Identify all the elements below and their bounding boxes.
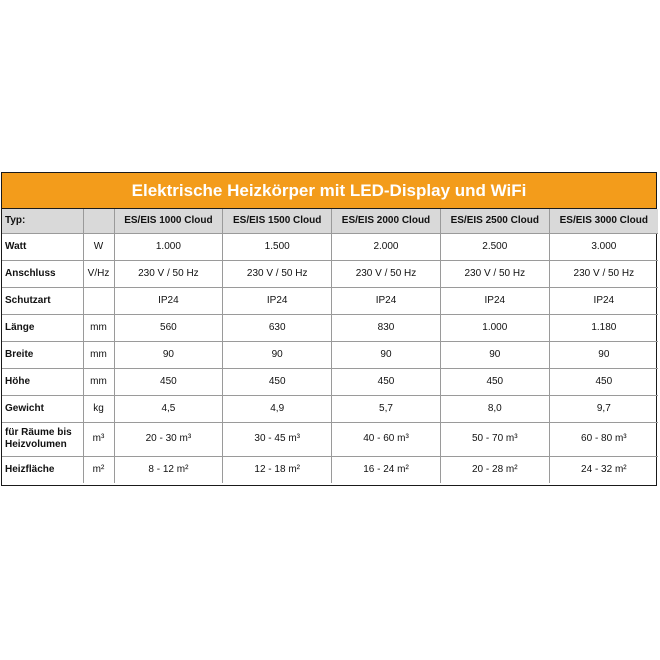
value-cell: 450 [223,368,332,395]
value-cell: 90 [114,341,223,368]
table-row [2,287,658,314]
value-cell: 9,7 [549,395,658,422]
value-cell: 560 [114,314,223,341]
value-cell: 90 [440,341,549,368]
value-cell: 20 - 28 m² [440,456,549,483]
row-label: Watt [2,233,83,260]
value-cell: 3.000 [549,233,658,260]
row-unit: mm [83,314,114,341]
row-unit: mm [83,368,114,395]
model-header: ES/EIS 2500 Cloud [440,209,549,233]
row-label: Schutzart [2,287,83,314]
model-header: ES/EIS 1500 Cloud [223,209,332,233]
value-cell: 90 [223,341,332,368]
value-cell: 8 - 12 m² [114,456,223,483]
value-cell: 230 V / 50 Hz [114,260,223,287]
value-cell: 90 [332,341,441,368]
value-cell: 450 [114,368,223,395]
value-cell: 1.000 [114,233,223,260]
value-cell: 230 V / 50 Hz [440,260,549,287]
row-unit: m³ [83,422,114,456]
value-cell: 450 [332,368,441,395]
row-label: Höhe [2,368,83,395]
header-unit [83,209,114,233]
row-label: Heizfläche [2,456,83,483]
spec-grid [2,209,658,483]
row-label: Anschluss [2,260,83,287]
value-cell: 24 - 32 m² [549,456,658,483]
value-cell: 5,7 [332,395,441,422]
value-cell: 830 [332,314,441,341]
table-title: Elektrische Heizkörper mit LED-Display und WiFi [2,173,656,209]
model-header: ES/EIS 3000 Cloud [549,209,658,233]
table-row [2,260,658,287]
value-cell: 40 - 60 m³ [332,422,441,456]
row-unit: kg [83,395,114,422]
table-row [2,395,658,422]
value-cell: 12 - 18 m² [223,456,332,483]
row-unit: m² [83,456,114,483]
model-header: ES/EIS 2000 Cloud [332,209,441,233]
value-cell: IP24 [332,287,441,314]
value-cell: 4,9 [223,395,332,422]
value-cell: 60 - 80 m³ [549,422,658,456]
table-row [2,368,658,395]
value-cell: IP24 [223,287,332,314]
value-cell: 30 - 45 m³ [223,422,332,456]
value-cell: 50 - 70 m³ [440,422,549,456]
value-cell: 16 - 24 m² [332,456,441,483]
value-cell: IP24 [114,287,223,314]
value-cell: 450 [440,368,549,395]
value-cell: 20 - 30 m³ [114,422,223,456]
value-cell: 1.000 [440,314,549,341]
value-cell: 630 [223,314,332,341]
row-label: Gewicht [2,395,83,422]
value-cell: 230 V / 50 Hz [223,260,332,287]
value-cell: 2.500 [440,233,549,260]
table-row [2,233,658,260]
model-header: ES/EIS 1000 Cloud [114,209,223,233]
table-row [2,314,658,341]
header-label: Typ: [2,209,83,233]
spec-table [1,172,657,486]
value-cell: 4,5 [114,395,223,422]
row-unit: mm [83,341,114,368]
value-cell: 2.000 [332,233,441,260]
value-cell: IP24 [440,287,549,314]
row-label: für Räume bis Heizvolumen [2,422,83,456]
spec-body [2,233,658,483]
value-cell: 8,0 [440,395,549,422]
value-cell: 450 [549,368,658,395]
row-label: Breite [2,341,83,368]
table-row [2,456,658,483]
value-cell: IP24 [549,287,658,314]
value-cell: 90 [549,341,658,368]
value-cell: 1.500 [223,233,332,260]
row-unit: V/Hz [83,260,114,287]
header-row [2,209,658,233]
value-cell: 1.180 [549,314,658,341]
row-label: Länge [2,314,83,341]
table-row [2,422,658,456]
value-cell: 230 V / 50 Hz [332,260,441,287]
value-cell: 230 V / 50 Hz [549,260,658,287]
table-row [2,341,658,368]
row-unit [83,287,114,314]
row-unit: W [83,233,114,260]
